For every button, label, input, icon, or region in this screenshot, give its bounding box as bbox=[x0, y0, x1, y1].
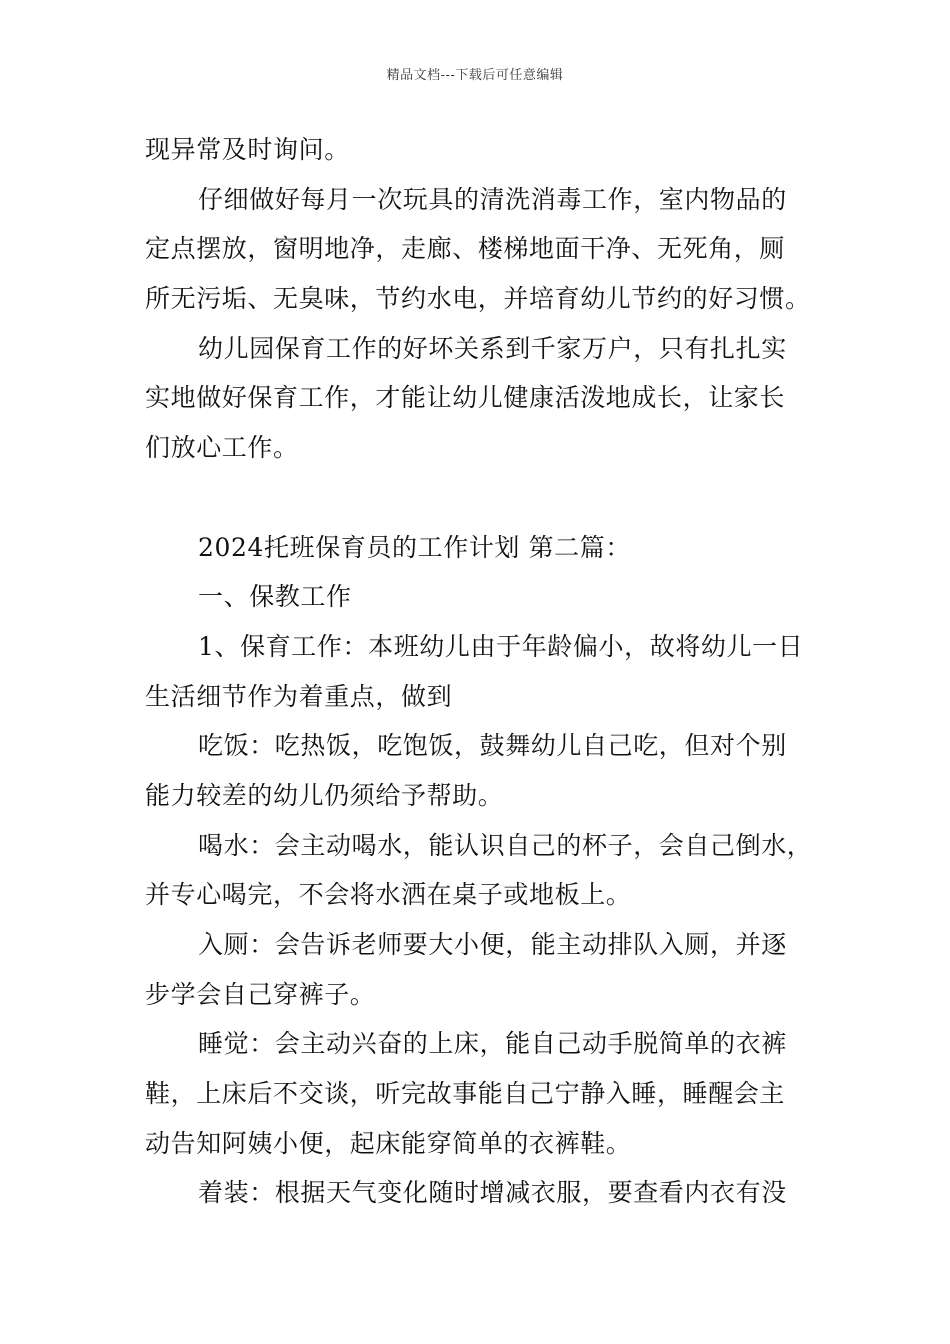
text-line: 吃饭：吃热饭，吃饱饭，鼓舞幼儿自己吃，但对个别 bbox=[198, 731, 787, 760]
text-line: 能力较差的幼儿仍须给予帮助。 bbox=[145, 781, 504, 810]
text-line: 现异常及时询问。 bbox=[145, 135, 350, 164]
text-line: 喝水：会主动喝水，能认识自己的杯子，会自己倒水， bbox=[198, 831, 813, 860]
text-line: 生活细节作为着重点，做到 bbox=[145, 682, 453, 711]
text-line: 睡觉：会主动兴奋的上床，能自己动手脱简单的衣裤 bbox=[198, 1029, 787, 1058]
text-line: 定点摆放，窗明地净，走廊、楼梯地面干净、无死角，厕 bbox=[145, 234, 786, 263]
section-heading: 2024托班保育员的工作计划 第二篇： bbox=[198, 533, 631, 562]
text-line: 仔细做好每月一次玩具的清洗消毒工作，室内物品的 bbox=[198, 185, 787, 214]
text-line: 步学会自己穿裤子。 bbox=[145, 980, 376, 1009]
text-line: 并专心喝完，不会将水洒在桌子或地板上。 bbox=[145, 880, 632, 909]
text-line: 动告知阿姨小便，起床能穿简单的衣裤鞋。 bbox=[145, 1129, 632, 1158]
text-line: 着装：根据天气变化随时增减衣服，要查看内衣有没 bbox=[198, 1178, 787, 1207]
text-line: 所无污垢、无臭味，节约水电，并培育幼儿节约的好习惯。 bbox=[145, 284, 811, 313]
text-line: 入厕：会告诉老师要大小便，能主动排队入厕，并逐 bbox=[198, 930, 787, 959]
subsection-heading: 一、保教工作 bbox=[198, 582, 352, 611]
text-line: 鞋，上床后不交谈，听完故事能自己宁静入睡，睡醒会主 bbox=[145, 1079, 786, 1108]
page-header: 精品文档---下载后可任意编辑 bbox=[386, 68, 564, 83]
text-line: 实地做好保育工作，才能让幼儿健康活泼地成长，让家长 bbox=[145, 383, 786, 412]
text-line: 们放心工作。 bbox=[145, 433, 299, 462]
text-line: 幼儿园保育工作的好坏关系到千家万户，只有扎扎实 bbox=[198, 334, 787, 363]
text-line: 1、保育工作：本班幼儿由于年龄偏小，故将幼儿一日 bbox=[198, 632, 804, 661]
